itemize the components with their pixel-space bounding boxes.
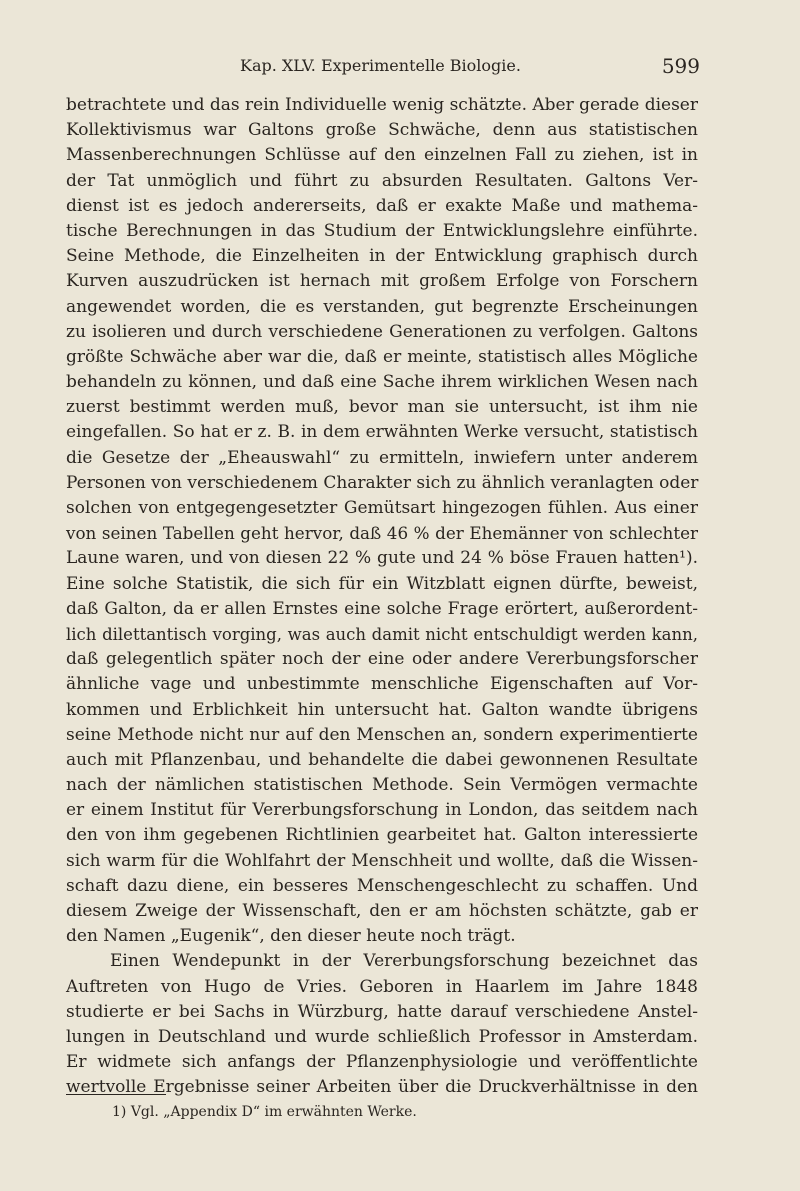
running-header [240, 56, 700, 84]
text-line: daß Galton, da er allen Ernstes eine solche Frage erörtert, außerordent- [66, 598, 698, 619]
text-line: behandeln zu können, und daß eine Sache ihrem wirklichen Wesen nach [66, 372, 698, 393]
text-line: tische Berechnungen in das Studium der Entwicklungslehre einführte. [66, 220, 698, 241]
text-line: Eine solche Statistik, die sich für ein Witzblatt eignen dürfte, beweist, [66, 573, 698, 594]
body-text [66, 93, 698, 1101]
footnote: 1) Vgl. „Appendix D“ im erwähnten Werke. [112, 1104, 417, 1120]
text-line: nach der nämlichen statistischen Methode. Sein Vermögen vermachte [66, 775, 698, 796]
text-line: er einem Institut für Vererbungsforschung in London, das seitdem nach [66, 800, 698, 821]
text-line: Laune waren, und von diesen 22 % gute und 24 % böse Frauen hatten¹). [66, 548, 698, 569]
text-line: die Gesetze der „Eheauswahl“ zu ermitteln, inwiefern unter anderem [66, 447, 698, 468]
header-title: Kap. XLV. Experimentelle Biologie. [240, 56, 521, 75]
text-line: Kurven auszudrücken ist hernach mit großem Erfolge von Forschern [66, 271, 698, 292]
text-line: solchen von entgegengesetzter Gemütsart hingezogen fühlen. Aus einer [66, 498, 698, 518]
text-line: schaft dazu diene, ein besseres Menschengeschlecht zu schaffen. Und [66, 875, 698, 896]
text-line: Personen von verschiedenem Charakter sich zu ähnlich veranlagten oder [66, 472, 699, 493]
text-line: ähnliche vage und unbestimmte menschliche Eigenschaften auf Vor- [66, 674, 698, 695]
text-line: wertvolle Ergebnisse seiner Arbeiten über die Druckverhältnisse in den [66, 1077, 698, 1098]
text-line: seine Methode nicht nur auf den Menschen an, sondern experimentierte [66, 724, 698, 745]
text-line: auch mit Pflanzenbau, und behandelte die dabei gewonnenen Resultate [66, 749, 698, 770]
text-line: Kollektivismus war Galtons große Schwäche, denn aus statistischen [66, 120, 698, 141]
text-line: eingefallen. So hat er z. B. in dem erwähnten Werke versucht, statistisch [66, 422, 698, 443]
text-line: lich dilettantisch vorging, was auch damit nicht entschuldigt werden kann, [66, 624, 698, 644]
text-line: zuerst bestimmt werden muß, bevor man sie untersucht, ist ihm nie [66, 397, 698, 418]
text-line: kommen und Erblichkeit hin untersucht hat. Galton wandte übrigens [66, 699, 698, 720]
text-line: betrachtete und das rein Individuelle wenig schätzte. Aber gerade dieser [66, 95, 698, 115]
text-line: Er widmete sich anfangs der Pflanzenphysiologie und veröffentlichte [66, 1052, 698, 1073]
text-line: Massenberechnungen Schlüsse auf den einzelnen Fall zu ziehen, ist in [66, 145, 698, 166]
text-line: sich warm für die Wohlfahrt der Menschheit und wollte, daß die Wissen- [66, 850, 698, 871]
footnote-divider [66, 1094, 166, 1095]
text-line: der Tat unmöglich und führt zu absurden Resultaten. Galtons Ver- [66, 170, 698, 191]
text-line: studierte er bei Sachs in Würzburg, hatte darauf verschiedene Anstel- [66, 1001, 698, 1022]
text-line: Seine Methode, die Einzelheiten in der Entwicklung graphisch durch [66, 246, 698, 267]
text-line: zu isolieren und durch verschiedene Generationen zu verfolgen. Galtons [66, 321, 698, 342]
text-line: diesem Zweige der Wissenschaft, den er am höchsten schätzte, gab er [66, 901, 698, 921]
text-line: dienst ist es jedoch andererseits, daß er exakte Maße und mathema- [66, 195, 698, 216]
text-line: lungen in Deutschland und wurde schließlich Professor in Amsterdam. [66, 1026, 698, 1047]
text-line: von seinen Tabellen geht hervor, daß 46 % der Ehemänner von schlechter [66, 523, 698, 544]
page-number: 599 [661, 54, 700, 78]
text-line: größte Schwäche aber war die, daß er meinte, statistisch alles Mögliche [66, 346, 698, 367]
text-line: daß gelegentlich später noch der eine oder andere Vererbungsforscher [66, 649, 698, 670]
text-line: Einen Wendepunkt in der Vererbungsforschung bezeichnet das [110, 951, 698, 972]
text-line: den von ihm gegebenen Richtlinien gearbeitet hat. Galton interessierte [66, 825, 698, 846]
text-line: angewendet worden, die es verstanden, gut begrenzte Erscheinungen [66, 296, 698, 317]
text-line: den Namen „Eugenik“, den dieser heute noch trägt. [66, 926, 516, 947]
text-line: Auftreten von Hugo de Vries. Geboren in Haarlem im Jahre 1848 [66, 976, 698, 997]
